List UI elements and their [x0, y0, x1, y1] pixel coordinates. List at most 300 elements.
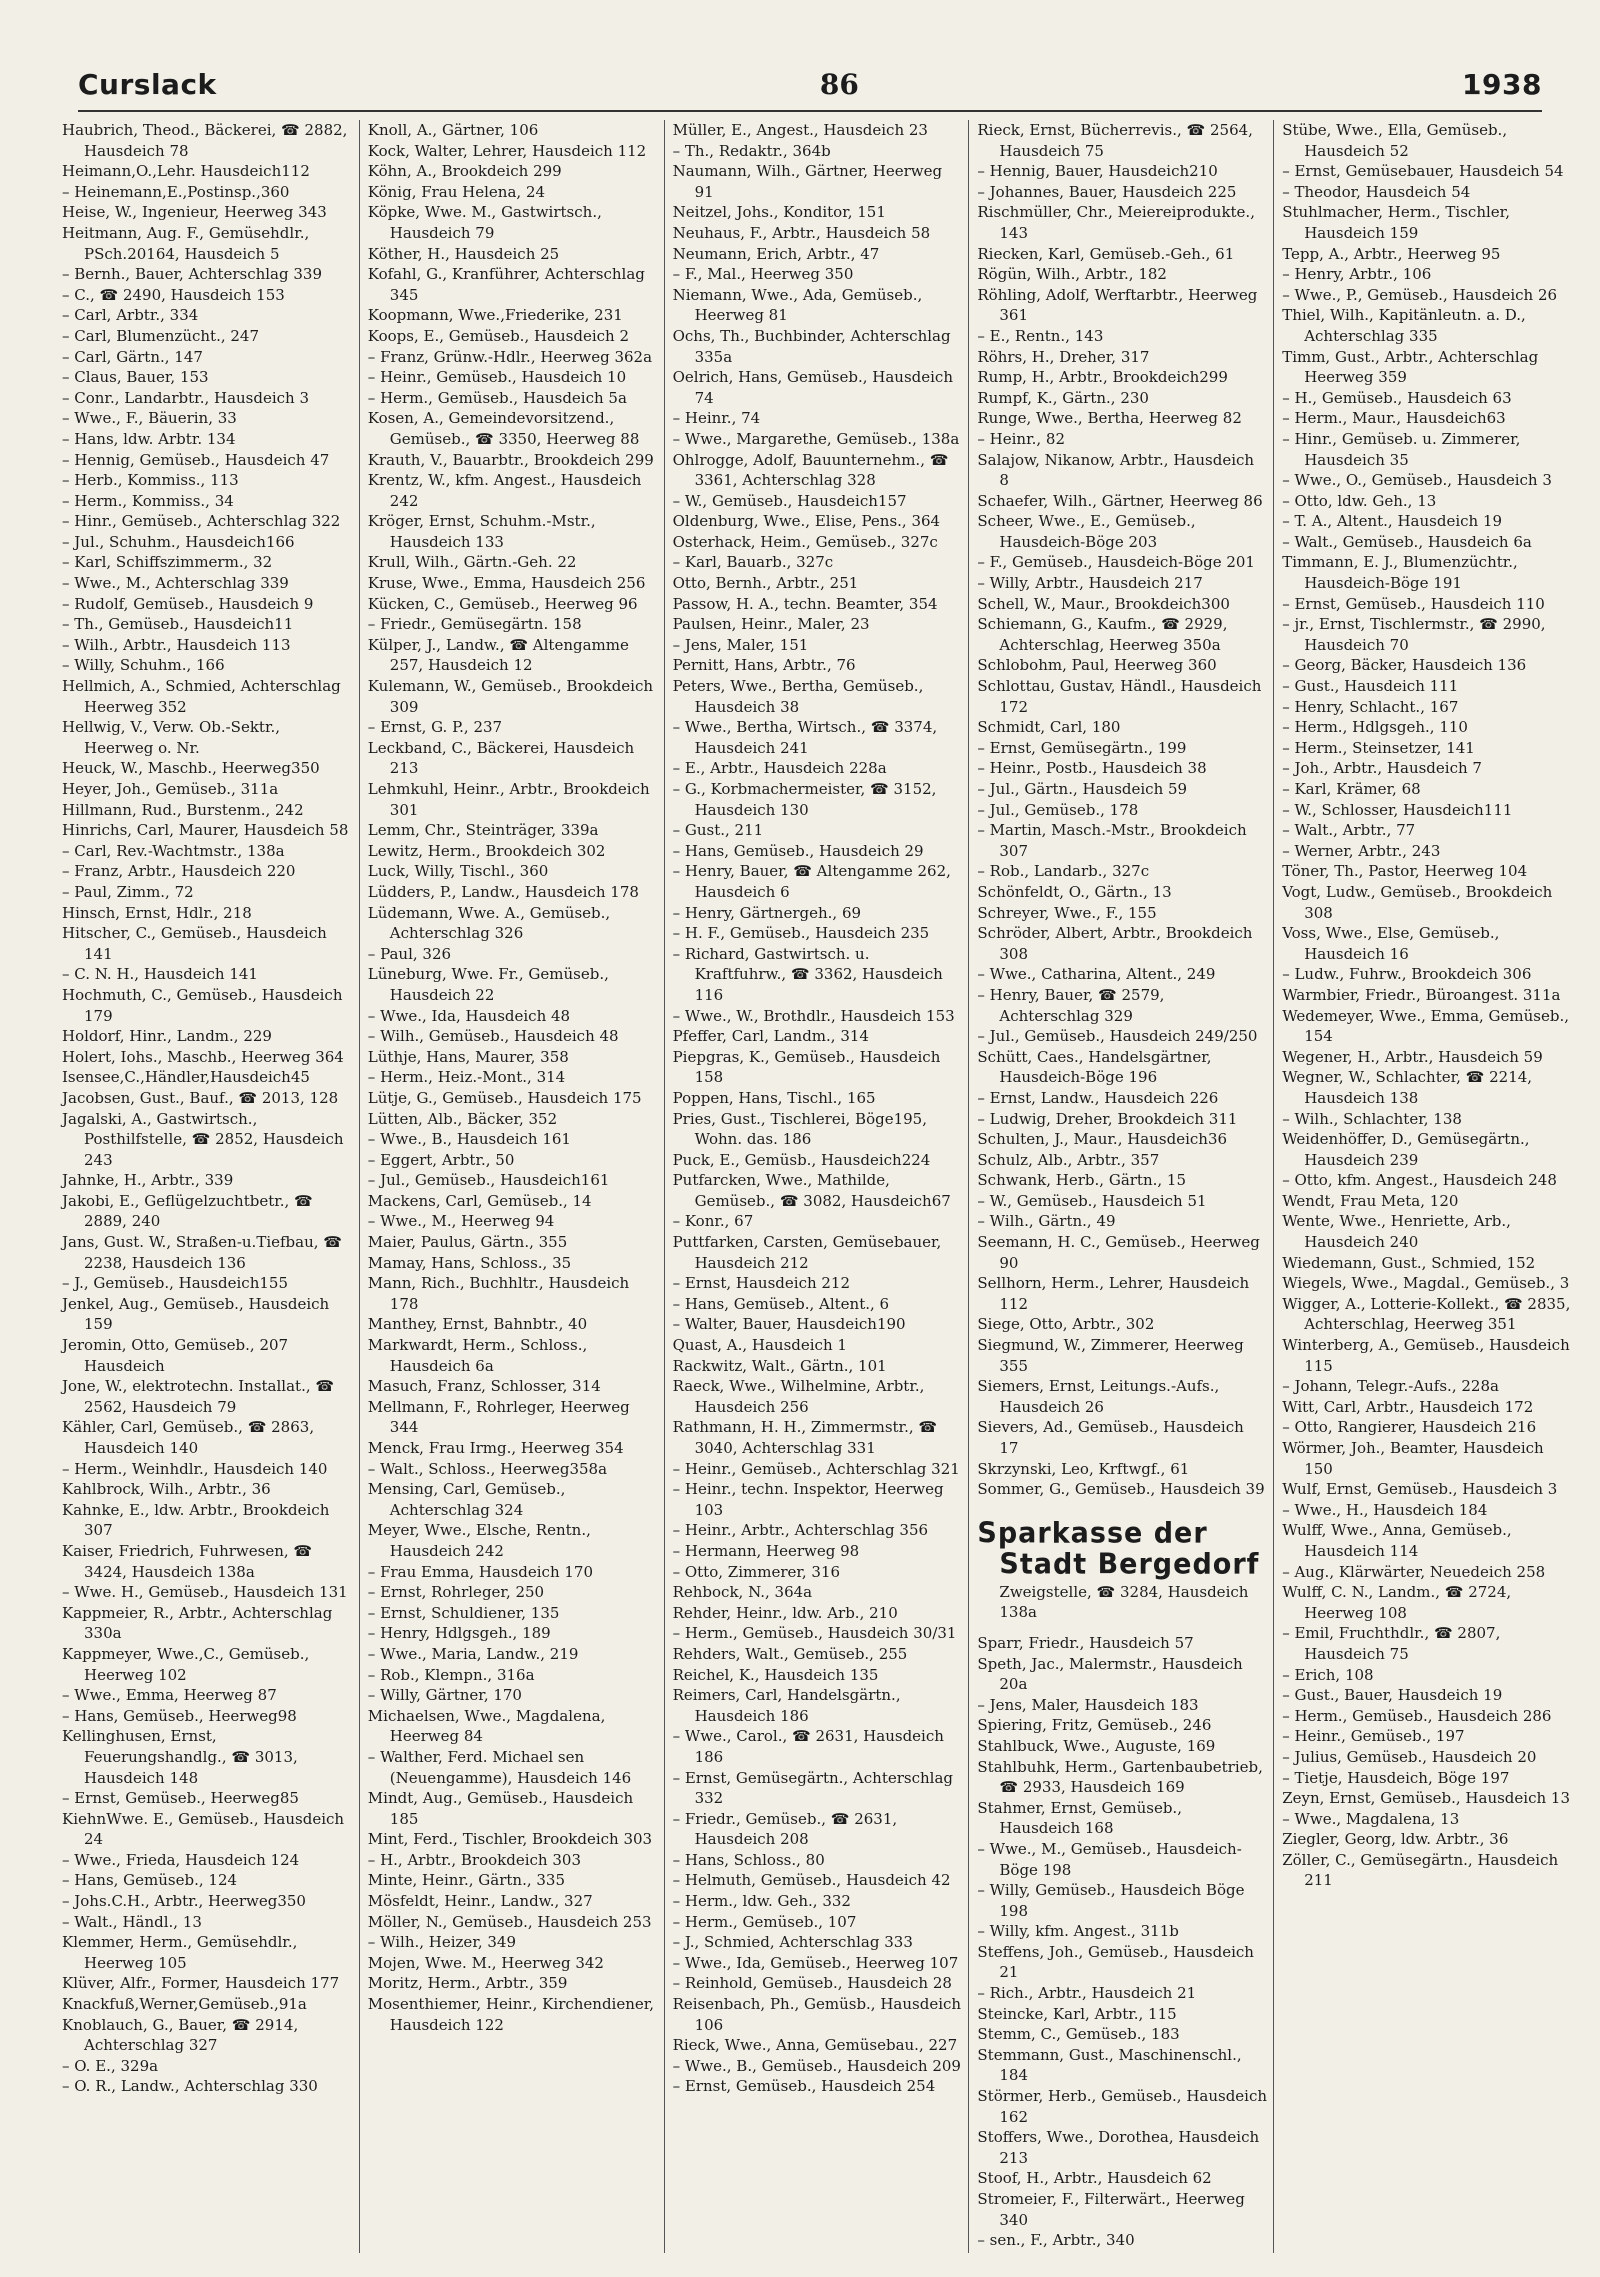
directory-entry: – Julius, Gemüseb., Hausdeich 20 [1282, 1747, 1537, 1766]
directory-entry: – Ludwig, Dreher, Brookdeich 311 [977, 1109, 1238, 1128]
directory-entry: Isensee,C.,Händler,Hausdeich45 [62, 1068, 310, 1087]
directory-entry: Reisenbach, Ph., Gemüsb., Hausdeich 106 [672, 1995, 962, 2034]
directory-entry: Holdorf, Hinr., Landm., 229 [62, 1027, 272, 1046]
column-3 [664, 120, 969, 2253]
directory-entry: Osterhack, Heim., Gemüseb., 327c [672, 532, 938, 551]
directory-entry: – Willy, kfm. Angest., 311b [977, 1922, 1179, 1941]
directory-entry: Schell, W., Maur., Brookdeich300 [977, 594, 1230, 613]
directory-entry: – Wilh., Heizer, 349 [367, 1933, 517, 1952]
directory-entry: Paulsen, Heinr., Maler, 23 [672, 615, 870, 634]
district-name: Curslack [78, 67, 217, 101]
directory-entry: – jr., Ernst, Tischlermstr., ☎ 2990, Hausdeich 70 [1282, 615, 1546, 654]
directory-entry: Krull, Wilh., Gärtn.-Geh. 22 [367, 553, 577, 572]
ad-text: Zweigstelle, ☎ 3284, Hausdeich 138a [999, 1582, 1249, 1622]
directory-entry: Stemm, C., Gemüseb., 183 [977, 2025, 1180, 2044]
directory-entry: Heyer, Joh., Gemüseb., 311a [62, 780, 279, 798]
directory-entry: Jeromin, Otto, Gemüseb., 207 Hausdeich [62, 1336, 289, 1375]
directory-entry: – Wwe., H., Hausdeich 184 [1282, 1500, 1488, 1519]
directory-entry: – Karl, Schiffszimmerm., 32 [62, 553, 273, 572]
directory-entry: – Wwe., M., Gemüseb., Hausdeich-Böge 198 [977, 1839, 1242, 1879]
directory-entry: Weidenhöffer, D., Gemüsegärtn., Hausdeich 239 [1282, 1130, 1530, 1169]
directory-entry: KiehnWwe. E., Gemüseb., Hausdeich 24 [62, 1809, 345, 1849]
directory-entry: Mackens, Carl, Gemüseb., 14 [367, 1191, 592, 1210]
directory-entry: – Heinr., Gemüseb., Hausdeich 10 [367, 368, 627, 387]
directory-entry: Hitscher, C., Gemüseb., Hausdeich 141 [62, 924, 327, 963]
directory-entry: König, Frau Helena, 24 [367, 182, 546, 201]
directory-entry: Neumann, Erich, Arbtr., 47 [672, 244, 880, 263]
directory-entry: Heise, W., Ingenieur, Heerweg 343 [62, 203, 327, 222]
directory-entry: Haubrich, Theod., Bäckerei, ☎ 2882, Hausdeich 78 [62, 121, 348, 160]
directory-entry: Wendt, Frau Meta, 120 [1282, 1191, 1459, 1210]
directory-entry: – Wilh., Arbtr., Hausdeich 113 [62, 635, 291, 654]
directory-entry: – Herm., ldw. Geh., 332 [672, 1892, 851, 1911]
directory-entry: – Conr., Landarbtr., Hausdeich 3 [62, 388, 310, 407]
directory-entry: – Otto, kfm. Angest., Hausdeich 248 [1282, 1171, 1557, 1190]
directory-entry: Mint, Ferd., Tischler, Brookdeich 303 [367, 1830, 653, 1849]
directory-entry: – Henry, Bauer, ☎ Altengamme 262, Hausdeich 6 [672, 862, 951, 901]
directory-entry: Masuch, Franz, Schlosser, 314 [367, 1377, 601, 1396]
directory-entry: Sellhorn, Herm., Lehrer, Hausdeich 112 [977, 1274, 1250, 1313]
directory-entry: – Heinr., Gemüseb., 197 [1282, 1727, 1465, 1746]
column-5 [1273, 120, 1578, 2253]
directory-entry: – Ernst, Rohrleger, 250 [367, 1583, 545, 1602]
directory-entry: – Walter, Bauer, Hausdeich190 [672, 1315, 906, 1334]
directory-entry: – Henry, Gärtnergeh., 69 [672, 903, 862, 922]
directory-entry: Witt, Carl, Arbtr., Hausdeich 172 [1282, 1397, 1534, 1416]
ad-title-line2: Stadt Bergedorf [999, 1548, 1260, 1581]
directory-entry: Vogt, Ludw., Gemüseb., Brookdeich 308 [1282, 882, 1553, 922]
directory-entry: Möller, N., Gemüseb., Hausdeich 253 [367, 1912, 652, 1931]
directory-entry: Störmer, Herb., Gemüseb., Hausdeich 162 [977, 2087, 1268, 2126]
directory-entry: Neitzel, Johs., Konditor, 151 [672, 203, 886, 222]
directory-entry: – C., ☎ 2490, Hausdeich 153 [62, 285, 285, 304]
directory-entry: Puck, E., Gemüsb., Hausdeich224 [672, 1150, 931, 1169]
directory-entry: Knackfuß,Werner,Gemüseb.,91a [62, 1995, 307, 2014]
directory-entry: – Bernh., Bauer, Achterschlag 339 [62, 265, 322, 284]
directory-entry: Warmbier, Friedr., Büroangest. 311a [1282, 985, 1561, 1004]
directory-entry: Krauth, V., Bauarbtr., Brookdeich 299 [367, 450, 654, 469]
directory-entry: Heimann,O.,Lehr. Hausdeich112 [62, 162, 310, 181]
directory-entry: Koopmann, Wwe.,Friederike, 231 [367, 306, 623, 325]
directory-entry: Pries, Gust., Tischlerei, Böge195, Wohn. das. 186 [672, 1109, 927, 1149]
directory-entry: Lüdders, P., Landw., Hausdeich 178 [367, 882, 639, 901]
directory-entry: Lütje, G., Gemüseb., Hausdeich 175 [367, 1088, 642, 1107]
directory-entry: Schulten, J., Maur., Hausdeich36 [977, 1130, 1228, 1149]
directory-entry: Kappmeyer, Wwe.,C., Gemüseb., Heerweg 102 [62, 1644, 310, 1684]
directory-entry: – Heinr., Arbtr., Achterschlag 356 [672, 1521, 929, 1540]
directory-entry: Kröger, Ernst, Schuhm.-Mstr., Hausdeich 133 [367, 512, 596, 551]
directory-entry: Lüdemann, Wwe. A., Gemüseb., Achterschlag 326 [367, 903, 611, 943]
directory-entry: Jone, W., elektrotechn. Installat., ☎ 2562, Hausdeich 79 [62, 1377, 335, 1416]
directory-entry: – Ernst, Gemüseb., Heerweg85 [62, 1789, 299, 1808]
directory-entry: Sommer, G., Gemüseb., Hausdeich 39 [977, 1480, 1265, 1499]
directory-entry: – Herm., Maur., Hausdeich63 [1282, 409, 1506, 428]
directory-entry: – G., Korbmachermeister, ☎ 3152, Hausdeich 130 [672, 780, 937, 819]
directory-entry: – Ernst, Landw., Hausdeich 226 [977, 1088, 1219, 1107]
directory-entry: – Gust., Bauer, Hausdeich 19 [1282, 1686, 1503, 1705]
directory-entry: Poppen, Hans, Tischl., 165 [672, 1088, 876, 1107]
directory-entry: – Th., Redaktr., 364b [672, 141, 831, 160]
directory-entry: Stromeier, F., Filterwärt., Heerweg 340 [977, 2190, 1245, 2229]
directory-entry: – Hans, ldw. Arbtr. 134 [62, 429, 236, 448]
directory-entry: Sparr, Friedr., Hausdeich 57 [977, 1633, 1194, 1652]
directory-entry: Lüthje, Hans, Maurer, 358 [367, 1047, 569, 1066]
directory-entry: – C. N. H., Hausdeich 141 [62, 965, 258, 984]
directory-entry: – Willy, Gemüseb., Hausdeich Böge 198 [977, 1881, 1245, 1920]
directory-entry: – Hennig, Bauer, Hausdeich210 [977, 162, 1218, 181]
directory-entry: Wiegels, Wwe., Magdal., Gemüseb., 3 [1282, 1274, 1570, 1293]
directory-entry: Timm, Gust., Arbtr., Achterschlag Heerweg 359 [1282, 347, 1539, 387]
directory-entry: – Rob., Klempn., 316a [367, 1665, 535, 1684]
directory-entry: – Paul, Zimm., 72 [62, 882, 194, 901]
directory-entry: – Hans, Gemüseb., Heerweg98 [62, 1706, 297, 1725]
directory-entry: – Karl, Krämer, 68 [1282, 780, 1421, 798]
directory-entry: – Heinr., Gemüseb., Achterschlag 321 [672, 1459, 960, 1478]
directory-entry: – Emil, Fruchthdlr., ☎ 2807, Hausdeich 75 [1282, 1624, 1501, 1663]
directory-entry: – Wwe., Magdalena, 13 [1282, 1809, 1460, 1828]
directory-entry: – Friedr., Gemüsegärtn. 158 [367, 615, 582, 634]
directory-entry: – Wilh., Gärtn., 49 [977, 1212, 1116, 1231]
directory-entry: Mamay, Hans, Schloss., 35 [367, 1253, 572, 1272]
directory-entry: – Konr., 67 [672, 1212, 754, 1231]
directory-entry: Mosenthiemer, Heinr., Kirchendiener, Hausdeich 122 [367, 1995, 655, 2034]
directory-entry: Winterberg, A., Gemüseb., Hausdeich 115 [1282, 1336, 1570, 1375]
directory-entry: Koops, E., Gemüseb., Hausdeich 2 [367, 326, 630, 345]
page-number: 86 [819, 67, 859, 101]
directory-entry: – Wwe., F., Bäuerin, 33 [62, 409, 237, 428]
directory-entry: Schwank, Herb., Gärtn., 15 [977, 1171, 1187, 1190]
directory-entry: – E., Arbtr., Hausdeich 228a [672, 759, 887, 778]
directory-entry: Pernitt, Hans, Arbtr., 76 [672, 656, 856, 675]
directory-entry: – Gust., 211 [672, 821, 764, 840]
directory-entry: – Jens, Maler, 151 [672, 635, 809, 654]
directory-entry: – Herm., Heiz.-Mont., 314 [367, 1068, 566, 1087]
directory-entry: – Wwe., M., Achterschlag 339 [62, 574, 289, 593]
directory-entry: Wigger, A., Lotterie-Kollekt., ☎ 2835, Achterschlag, Heerweg 351 [1282, 1294, 1571, 1334]
directory-entry: Jenkel, Aug., Gemüseb., Hausdeich 159 [62, 1294, 330, 1334]
column-4-entries [977, 120, 1267, 1500]
directory-entry: – Wilh., Gemüseb., Hausdeich 48 [367, 1027, 619, 1046]
directory-entry: Zöller, C., Gemüsegärtn., Hausdeich 211 [1282, 1850, 1559, 1890]
directory-entry: Kähler, Carl, Gemüseb., ☎ 2863, Hausdeich 140 [62, 1418, 315, 1457]
directory-entry: – F., Mal., Heerweg 350 [672, 265, 854, 284]
directory-entry: – Wilh., Schlachter, 138 [1282, 1109, 1462, 1128]
directory-entry: – Ernst, Gemüsegärtn., Achterschlag 332 [672, 1768, 954, 1808]
directory-entry: – Wwe., Ida, Hausdeich 48 [367, 1006, 571, 1025]
directory-entry: Markwardt, Herm., Schloss., Hausdeich 6a [367, 1336, 588, 1375]
directory-entry: – Ludw., Fuhrw., Brookdeich 306 [1282, 965, 1532, 984]
directory-entry: – Ernst, Hausdeich 212 [672, 1274, 851, 1293]
directory-entry: Stemmann, Gust., Maschinenschl., 184 [977, 2045, 1242, 2085]
directory-entry: Jahnke, H., Arbtr., 339 [62, 1171, 234, 1190]
directory-entry: – Jul., Schuhm., Hausdeich166 [62, 532, 295, 551]
directory-entry: Rischmüller, Chr., Meiereiprodukte., 143 [977, 203, 1255, 242]
directory-entry: Mann, Rich., Buchhltr., Hausdeich 178 [367, 1274, 630, 1313]
directory-entry: – Hans, Gemüseb., 124 [62, 1871, 238, 1890]
directory-entry: – Willy, Arbtr., Hausdeich 217 [977, 574, 1203, 593]
directory-entry: Tepp, A., Arbtr., Heerweg 95 [1282, 244, 1501, 263]
directory-entry: Knoll, A., Gärtner, 106 [367, 121, 539, 139]
directory-entry: Menck, Frau Irmg., Heerweg 354 [367, 1439, 624, 1457]
directory-entry: Kosen, A., Gemeindevorsitzend., Gemüseb., ☎ 3350, Heerweg 88 [367, 409, 640, 448]
ad-title-line1: Sparkasse der [977, 1517, 1208, 1550]
directory-entry: Heitmann, Aug. F., Gemüsehdlr., PSch.20164, Hausdeich 5 [62, 223, 310, 263]
directory-entry: Spiering, Fritz, Gemüseb., 246 [977, 1716, 1212, 1735]
directory-entry: – Wwe., W., Brothdlr., Hausdeich 153 [672, 1006, 955, 1025]
directory-entry: – Henry, Bauer, ☎ 2579, Achterschlag 329 [977, 985, 1165, 1025]
directory-entry: – Heinemann,E.,Postinsp.,360 [62, 182, 290, 201]
directory-entry: – Walt., Arbtr., 77 [1282, 821, 1416, 840]
directory-entry: – Th., Gemüseb., Hausdeich11 [62, 615, 294, 634]
directory-entry: Müller, E., Angest., Hausdeich 23 [672, 121, 928, 139]
directory-entry: Schröder, Albert, Arbtr., Brookdeich 308 [977, 924, 1253, 963]
directory-entry: – Aug., Klärwärter, Neuedeich 258 [1282, 1562, 1546, 1581]
directory-entry: – Franz, Grünw.-Hdlr., Heerweg 362a [367, 347, 653, 366]
directory-entry: – Wwe. H., Gemüseb., Hausdeich 131 [62, 1583, 348, 1602]
directory-entry: Wulf, Ernst, Gemüseb., Hausdeich 3 [1282, 1480, 1558, 1499]
directory-entry: Manthey, Ernst, Bahnbtr., 40 [367, 1315, 588, 1334]
directory-entry: – Paul, 326 [367, 944, 452, 963]
year: 1938 [1462, 67, 1542, 101]
directory-entry: Kulemann, W., Gemüseb., Brookdeich 309 [367, 677, 654, 716]
directory-entry: Thiel, Wilh., Kapitänleutn. a. D., Achterschlag 335 [1282, 306, 1526, 345]
directory-entry: Kellinghusen, Ernst, Feuerungshandlg., ☎ 3013, Hausdeich 148 [62, 1727, 298, 1787]
directory-entry: Zeyn, Ernst, Gemüseb., Hausdeich 13 [1282, 1789, 1570, 1808]
directory-entry: – Wwe., Ida, Gemüseb., Heerweg 107 [672, 1953, 959, 1972]
directory-entry: – Claus, Bauer, 153 [62, 368, 209, 387]
directory-entry: Salajow, Nikanow, Arbtr., Hausdeich 8 [977, 450, 1255, 490]
directory-entry: – Walt., Schloss., Heerweg358a [367, 1459, 608, 1478]
directory-entry: Seemann, H. C., Gemüseb., Heerweg 90 [977, 1233, 1260, 1272]
directory-entry: Piepgras, K., Gemüseb., Hausdeich 158 [672, 1047, 941, 1087]
directory-entry: Hellwig, V., Verw. Ob.-Sektr., Heerweg o. Nr. [62, 718, 281, 757]
directory-entry: – O. R., Landw., Achterschlag 330 [62, 2077, 318, 2096]
directory-entry: – Heinr., Postb., Hausdeich 38 [977, 759, 1207, 778]
directory-entry: Speth, Jac., Malermstr., Hausdeich 20a [977, 1654, 1243, 1694]
directory-entry: Ochs, Th., Buchbinder, Achterschlag 335a [672, 326, 951, 366]
directory-entry: – Georg, Bäcker, Hausdeich 136 [1282, 656, 1527, 675]
directory-entry: – Werner, Arbtr., 243 [1282, 841, 1441, 860]
directory-entry: Passow, H. A., techn. Beamter, 354 [672, 594, 938, 613]
directory-entry: Rögün, Wilh., Arbtr., 182 [977, 265, 1167, 284]
directory-entry: – Henry, Hdlgsgeh., 189 [367, 1624, 551, 1643]
directory-entry: Reichel, K., Hausdeich 135 [672, 1665, 879, 1684]
directory-entry: Schütt, Caes., Handelsgärtner, Hausdeich-Böge 196 [977, 1047, 1212, 1087]
directory-entry: – Carl, Blumenzücht., 247 [62, 326, 260, 345]
directory-entry: Wiedemann, Gust., Schmied, 152 [1282, 1253, 1536, 1272]
directory-entry: Wulff, Wwe., Anna, Gemüseb., Hausdeich 114 [1282, 1521, 1512, 1560]
directory-entry: Schreyer, Wwe., F., 155 [977, 903, 1157, 922]
directory-entry: – Jul., Gemüseb., Hausdeich161 [367, 1171, 610, 1190]
directory-entry: – Willy, Schuhm., 166 [62, 656, 225, 675]
directory-entry: Röhling, Adolf, Werftarbtr., Heerweg 361 [977, 285, 1258, 325]
directory-entry: – Erich, 108 [1282, 1665, 1374, 1684]
directory-entry: Oelrich, Hans, Gemüseb., Hausdeich 74 [672, 368, 953, 407]
directory-entry: Siege, Otto, Arbtr., 302 [977, 1315, 1155, 1334]
directory-entry: – O. E., 329a [62, 2056, 159, 2075]
directory-entry: – Ernst, Gemüsebauer, Hausdeich 54 [1282, 162, 1564, 181]
directory-entry: Stahlbuhk, Herm., Gartenbaubetrieb, ☎ 2933, Hausdeich 169 [977, 1757, 1263, 1797]
directory-entry: Siegmund, W., Zimmerer, Heerweg 355 [977, 1336, 1244, 1375]
directory-entry: – Jul., Gemüseb., Hausdeich 249/250 [977, 1027, 1258, 1046]
directory-entry: Michaelsen, Wwe., Magdalena, Heerweg 84 [367, 1706, 606, 1746]
directory-entry: Quast, A., Hausdeich 1 [672, 1336, 847, 1355]
directory-entry: – Wwe., Carol., ☎ 2631, Hausdeich 186 [672, 1727, 944, 1766]
directory-entry: Kappmeier, R., Arbtr., Achterschlag 330a [62, 1603, 333, 1643]
directory-entry: Stoffers, Wwe., Dorothea, Hausdeich 213 [977, 2128, 1260, 2167]
directory-entry: Hinsch, Ernst, Hdlr., 218 [62, 903, 252, 922]
directory-entry: Klemmer, Herm., Gemüsehdlr., Heerweg 105 [62, 1933, 298, 1972]
directory-entry: Krentz, W., kfm. Angest., Hausdeich 242 [367, 471, 642, 510]
directory-entry: Siemers, Ernst, Leitungs.-Aufs., Hausdeich 26 [977, 1377, 1220, 1416]
directory-entry: – Walther, Ferd. Michael sen (Neuengamme), Hausdeich 146 [367, 1747, 632, 1787]
directory-entry: – Wwe., P., Gemüseb., Hausdeich 26 [1282, 285, 1558, 304]
directory-entry: – Helmuth, Gemüseb., Hausdeich 42 [672, 1871, 951, 1890]
directory-entry: Schulz, Alb., Arbtr., 357 [977, 1150, 1160, 1169]
directory-entry: Knoblauch, G., Bauer, ☎ 2914, Achterschlag 327 [62, 2015, 299, 2055]
directory-entry: Wulff, C. N., Landm., ☎ 2724, Heerweg 108 [1282, 1583, 1512, 1622]
directory-entry: – Hans, Gemüseb., Altent., 6 [672, 1294, 890, 1313]
page-header [78, 58, 1542, 112]
directory-entry: – Hans, Gemüseb., Hausdeich 29 [672, 841, 924, 860]
directory-entry: – Herm., Steinsetzer, 141 [1282, 738, 1475, 757]
directory-entry: – Herm., Gemüseb., Hausdeich 286 [1282, 1706, 1552, 1725]
directory-entry: Runge, Wwe., Bertha, Heerweg 82 [977, 409, 1242, 428]
directory-entry: Peters, Wwe., Bertha, Gemüseb., Hausdeich 38 [672, 677, 924, 716]
directory-entry: – Herm., Gemüseb., Hausdeich 30/31 [672, 1624, 957, 1643]
directory-entry: Stuhlmacher, Herm., Tischler, Hausdeich 159 [1282, 203, 1510, 242]
directory-entry: Minte, Heinr., Gärtn., 335 [367, 1871, 566, 1890]
directory-entry: Wörmer, Joh., Beamter, Hausdeich 150 [1282, 1439, 1544, 1478]
directory-entry: – Rudolf, Gemüseb., Hausdeich 9 [62, 594, 314, 613]
directory-entry: Hinrichs, Carl, Maurer, Hausdeich 58 [62, 821, 349, 840]
directory-entry: Heuck, W., Maschb., Heerweg350 [62, 759, 320, 778]
directory-entry: Raeck, Wwe., Wilhelmine, Arbtr., Hausdeich 256 [672, 1377, 925, 1416]
directory-entry: – Henry, Arbtr., 106 [1282, 265, 1432, 284]
directory-entry: Rump, H., Arbtr., Brookdeich299 [977, 368, 1228, 387]
directory-entry: – Herm., Weinhdlr., Hausdeich 140 [62, 1459, 328, 1478]
directory-entry: – Herb., Kommiss., 113 [62, 471, 239, 490]
directory-entry: Ohlrogge, Adolf, Bauunternehm., ☎ 3361, Achterschlag 328 [672, 450, 949, 490]
directory-entry: Scheer, Wwe., E., Gemüseb., Hausdeich-Böge 203 [977, 512, 1196, 551]
directory-entry: Kruse, Wwe., Emma, Hausdeich 256 [367, 574, 646, 593]
directory-entry: Puttfarken, Carsten, Gemüsebauer, Hausdeich 212 [672, 1233, 942, 1272]
directory-entry: – Wwe., Bertha, Wirtsch., ☎ 3374, Hausdeich 241 [672, 718, 938, 757]
directory-entry: – Heinr., 82 [977, 429, 1065, 448]
directory-entry: – Richard, Gastwirtsch. u. Kraftfuhrw., ☎ 3362, Hausdeich 116 [672, 944, 943, 1004]
directory-entry: Pfeffer, Carl, Landm., 314 [672, 1027, 869, 1046]
directory-entry: – Joh., Arbtr., Hausdeich 7 [1282, 759, 1482, 778]
directory-entry: Rieck, Ernst, Bücherrevis., ☎ 2564, Hausdeich 75 [977, 121, 1253, 160]
directory-entry: Leckband, C., Bäckerei, Hausdeich 213 [367, 738, 635, 778]
directory-entry: Köpke, Wwe. M., Gastwirtsch., Hausdeich 79 [367, 203, 602, 242]
directory-entry: Timmann, E. J., Blumenzüchtr., Hausdeich-Böge 191 [1282, 553, 1518, 593]
column-1 [54, 120, 359, 2253]
directory-entry: – W., Schlosser, Hausdeich111 [1282, 800, 1513, 819]
directory-entry: Lewitz, Herm., Brookdeich 302 [367, 841, 606, 860]
directory-entry: – Herm., Gemüseb., 107 [672, 1912, 857, 1931]
directory-entry: – Herm., Kommiss., 34 [62, 491, 234, 510]
directory-entry: Hillmann, Rud., Burstenm., 242 [62, 800, 304, 819]
directory-entry: Töner, Th., Pastor, Heerweg 104 [1282, 862, 1528, 881]
directory-entry: Jacobsen, Gust., Bauf., ☎ 2013, 128 [62, 1088, 339, 1107]
directory-entry: – Otto, Rangierer, Hausdeich 216 [1282, 1418, 1537, 1437]
directory-entry: – Herm., Hdlgsgeh., 110 [1282, 718, 1468, 737]
directory-entry: – Karl, Bauarb., 327c [672, 553, 834, 572]
directory-entry: Stoof, H., Arbtr., Hausdeich 62 [977, 2169, 1212, 2188]
directory-entry: Putfarcken, Wwe., Mathilde, Gemüseb., ☎ 3082, Hausdeich67 [672, 1171, 951, 1210]
directory-entry: Schmidt, Carl, 180 [977, 718, 1121, 737]
directory-entry: – Jens, Maler, Hausdeich 183 [977, 1695, 1199, 1714]
directory-entry: – Hinr., Gemüseb. u. Zimmerer, Hausdeich 35 [1282, 429, 1521, 469]
directory-entry: – J., Gemüseb., Hausdeich155 [62, 1274, 288, 1293]
directory-entry: – Herm., Gemüseb., Hausdeich 5a [367, 388, 627, 407]
directory-entry: – Wwe., Emma, Heerweg 87 [62, 1686, 277, 1705]
directory-entry: – Otto, ldw. Geh., 13 [1282, 491, 1437, 510]
directory-entry: – Wwe., B., Gemüseb., Hausdeich 209 [672, 2056, 961, 2075]
directory-entry: Külper, J., Landw., ☎ Altengamme 257, Hausdeich 12 [367, 635, 629, 675]
directory-entry: Rathmann, H. H., Zimmermstr., ☎ 3040, Achterschlag 331 [672, 1418, 938, 1457]
directory-entry: Maier, Paulus, Gärtn., 355 [367, 1233, 568, 1252]
directory-entry: Mellmann, F., Rohrleger, Heerweg 344 [367, 1397, 630, 1437]
directory-entry: Wegner, W., Schlachter, ☎ 2214, Hausdeich 138 [1282, 1068, 1533, 1107]
directory-entry: – Jul., Gärtn., Hausdeich 59 [977, 780, 1188, 798]
directory-entry: – Hans, Schloss., 80 [672, 1850, 825, 1869]
directory-entry: – Willy, Gärtner, 170 [367, 1686, 522, 1705]
directory-entry: – Jul., Gemüseb., 178 [977, 800, 1139, 819]
directory-entry: – Heinr., 74 [672, 409, 761, 428]
column-4 [968, 120, 1273, 2253]
directory-entry: – Tietje, Hausdeich, Böge 197 [1282, 1768, 1510, 1787]
directory-entry: Steffens, Joh., Gemüseb., Hausdeich 21 [977, 1942, 1254, 1982]
directory-entry: Mensing, Carl, Gemüseb., Achterschlag 324 [367, 1480, 566, 1519]
directory-entry: Köther, H., Hausdeich 25 [367, 244, 560, 263]
directory-entry: – Carl, Arbtr., 334 [62, 306, 199, 325]
directory-entry: Mojen, Wwe. M., Heerweg 342 [367, 1953, 604, 1972]
directory-entry: – Ernst, Gemüseb., Hausdeich 254 [672, 2077, 936, 2096]
directory-entry: Lütten, Alb., Bäcker, 352 [367, 1109, 558, 1128]
directory-entry: Jans, Gust. W., Straßen-u.Tiefbau, ☎ 2238, Hausdeich 136 [62, 1233, 342, 1272]
directory-entry: – Reinhold, Gemüseb., Hausdeich 28 [672, 1974, 952, 1993]
directory-entry: Kücken, C., Gemüseb., Heerweg 96 [367, 594, 638, 613]
directory-entry: – Theodor, Hausdeich 54 [1282, 182, 1471, 201]
directory-entry: – sen., F., Arbtr., 340 [977, 2231, 1135, 2250]
directory-entry: Rehder, Heinr., ldw. Arb., 210 [672, 1603, 898, 1622]
directory-entry: Reimers, Carl, Handelsgärtn., Hausdeich 186 [672, 1686, 901, 1725]
directory-entry: – Wwe., M., Heerweg 94 [367, 1212, 555, 1231]
directory-entry: Schlobohm, Paul, Heerweg 360 [977, 656, 1217, 675]
directory-entry: Niemann, Wwe., Ada, Gemüseb., Heerweg 81 [672, 285, 923, 325]
directory-entry: – Hennig, Gemüseb., Hausdeich 47 [62, 450, 330, 469]
directory-entry: – Walt., Händl., 13 [62, 1912, 202, 1931]
directory-entry: – Otto, Zimmerer, 316 [672, 1562, 841, 1581]
directory-entry: Sievers, Ad., Gemüseb., Hausdeich 17 [977, 1418, 1244, 1457]
directory-entry: – Friedr., Gemüseb., ☎ 2631, Hausdeich 208 [672, 1809, 898, 1849]
directory-entry: – Heinr., techn. Inspektor, Heerweg 103 [672, 1480, 944, 1519]
directory-entry: Neuhaus, F., Arbtr., Hausdeich 58 [672, 223, 931, 242]
directory-entry: – Wwe., Frieda, Hausdeich 124 [62, 1850, 300, 1869]
directory-entry: Klüver, Alfr., Former, Hausdeich 177 [62, 1974, 340, 1993]
directory-entry: Kock, Walter, Lehrer, Hausdeich 112 [367, 141, 647, 160]
directory-entry: Naumann, Wilh., Gärtner, Heerweg 91 [672, 162, 943, 201]
column-2 [359, 120, 664, 2253]
directory-entry: – Ernst, Gemüsegärtn., 199 [977, 738, 1187, 757]
directory-entry: – Hinr., Gemüseb., Achterschlag 322 [62, 512, 341, 531]
directory-entry: Rumpf, K., Gärtn., 230 [977, 388, 1149, 407]
directory-entry: – Wwe., O., Gemüseb., Hausdeich 3 [1282, 471, 1552, 490]
directory-entry: Otto, Bernh., Arbtr., 251 [672, 574, 859, 593]
directory-entry: Wegener, H., Arbtr., Hausdeich 59 [1282, 1047, 1543, 1066]
